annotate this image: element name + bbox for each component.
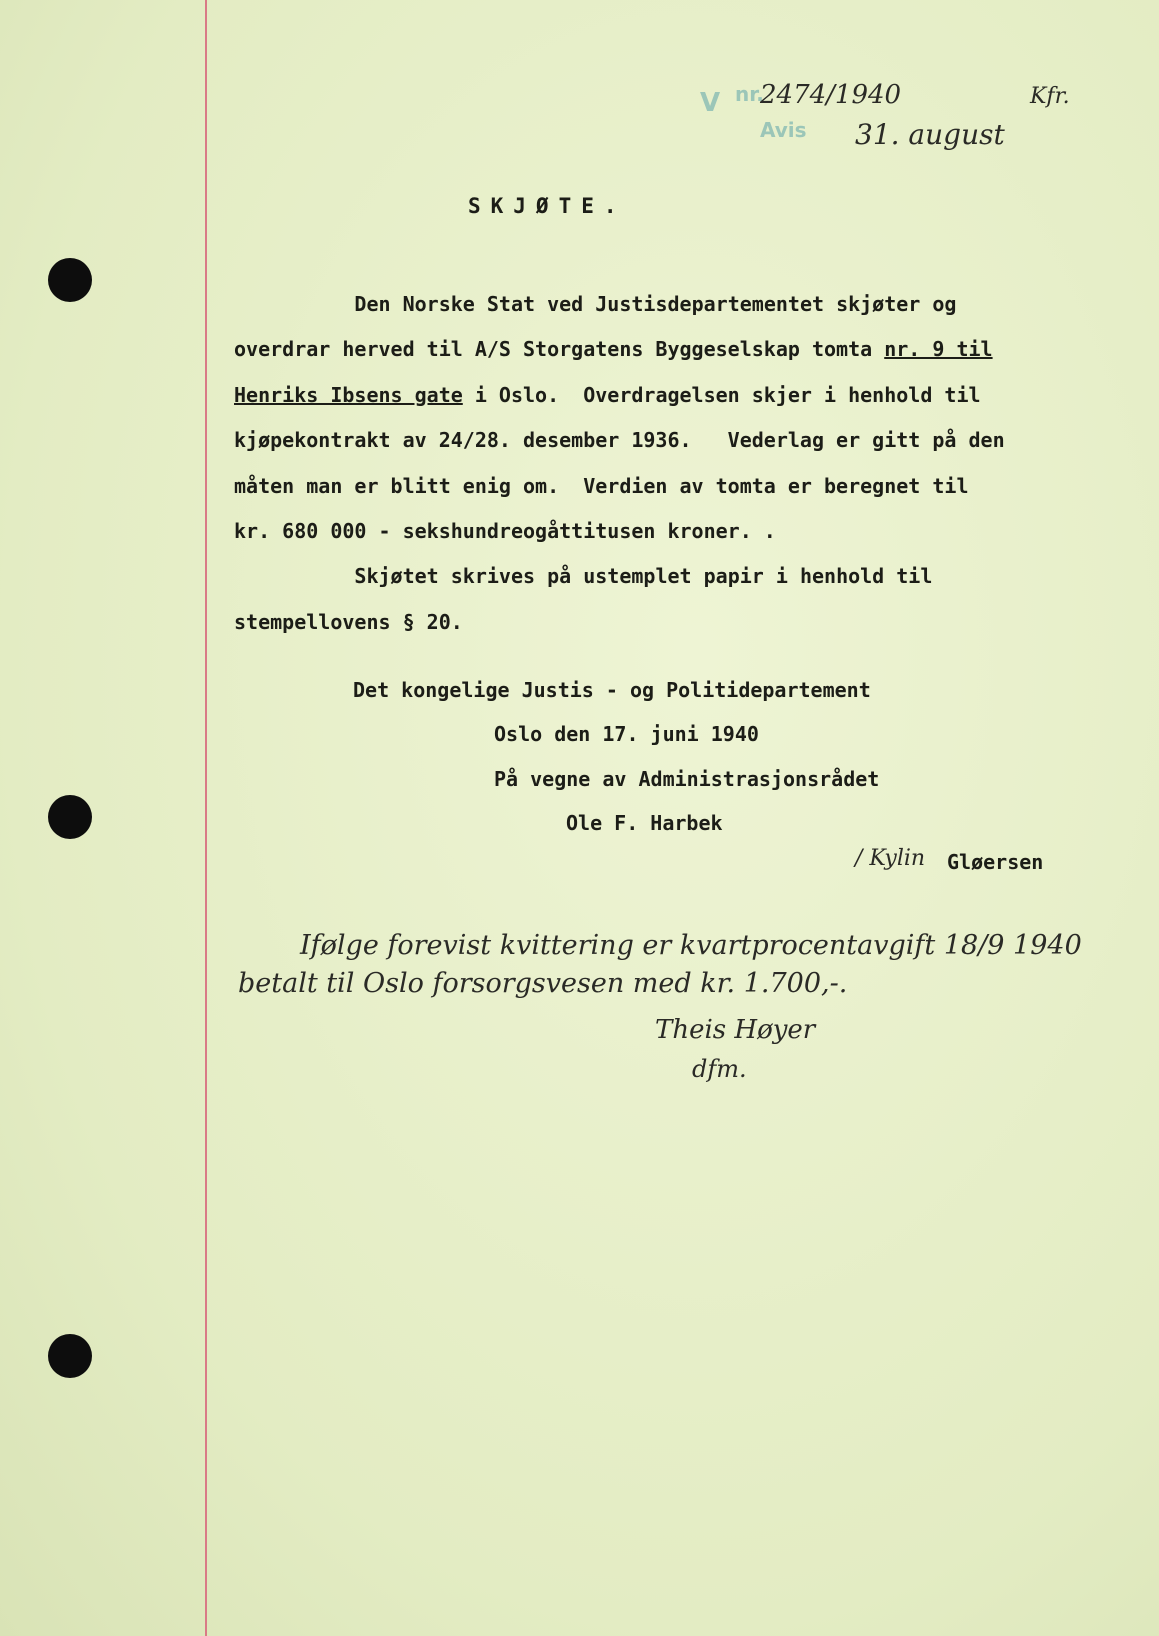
reference-initials: Kfr. xyxy=(1030,84,1070,109)
paragraph1-line5: måten man er blitt enig om. Verdien av tomta er beregnet til xyxy=(234,473,969,498)
paragraph1-line1: Den Norske Stat ved Justisdepartementet skjøter og xyxy=(354,292,957,316)
paragraph2-line1: Skjøtet skrives på ustemplet papir i henhold til xyxy=(354,564,933,589)
property-street: Henriks Ibsens gate xyxy=(234,382,463,407)
paragraph1-line6: kr. 680 000 - sekshundreogåttitusen kroner. . xyxy=(234,519,776,544)
signature-signer: Ole F. Harbek xyxy=(566,811,723,835)
signature-department: Det kongelige Justis - og Politidepartement xyxy=(353,678,871,702)
paragraph2-line2: stempellovens § 20. xyxy=(234,609,463,634)
paragraph1-line2: overdrar herved til A/S Storgatens Byggeselskap tomta xyxy=(234,337,885,362)
paragraph1-line4: kjøpekontrakt av 24/28. desember 1936. Vederlag er gitt på den xyxy=(234,428,1005,453)
handwritten-note-line1: Ifølge forevist kvittering er kvartprocentavgift 18/9 1940 xyxy=(300,930,1082,961)
registry-stamp-nr: nr. xyxy=(735,82,764,106)
paragraph2-line1-indent xyxy=(234,564,354,588)
reference-number: 2474/1940 xyxy=(760,80,902,110)
handwritten-note-line2: betalt til Oslo forsorgsvesen med kr. 1.700,-. xyxy=(238,968,848,999)
co-signer-name: Gløersen xyxy=(947,850,1044,874)
property-number: nr. 9 til xyxy=(884,337,993,362)
signature-on-behalf: På vegne av Administrasjonsrådet xyxy=(494,767,880,791)
handwritten-note-signer: Theis Høyer xyxy=(655,1015,816,1045)
margin-line xyxy=(205,0,207,1636)
paragraph1-line1-indent xyxy=(234,292,354,316)
signature-place-date: Oslo den 17. juni 1940 xyxy=(494,722,759,746)
reference-date: 31. august xyxy=(855,118,1005,151)
paragraph1-line3: i Oslo. Overdragelsen skjer i henhold til xyxy=(462,382,981,407)
co-signer-handwritten: / Kylin xyxy=(855,846,926,871)
punch-hole-middle xyxy=(48,795,92,839)
handwritten-note-title: dfm. xyxy=(692,1055,747,1083)
document-body xyxy=(234,282,1114,645)
punch-hole-bottom xyxy=(48,1334,92,1378)
punch-hole-top xyxy=(48,258,92,302)
document-title: SKJØTE. xyxy=(468,194,627,218)
registry-stamp-prefix: V xyxy=(700,88,721,118)
registry-stamp-avis: Avis xyxy=(760,118,807,142)
